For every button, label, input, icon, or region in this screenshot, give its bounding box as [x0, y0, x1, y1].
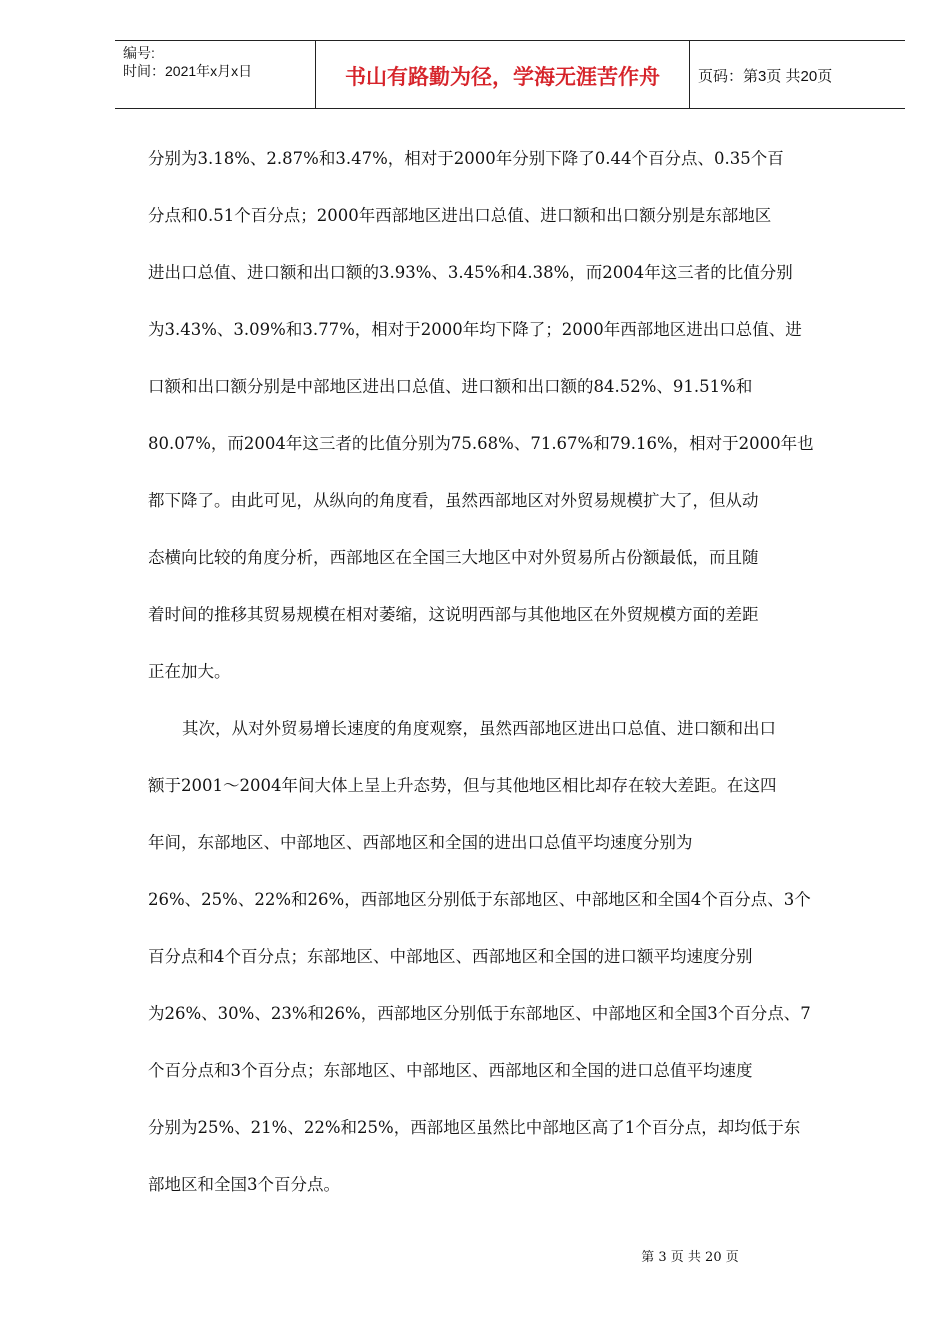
document-number-label: 编号: [123, 45, 155, 61]
body-line: 80.07%，而2004年这三者的比值分别为75.68%、71.67%和79.16%，相对于2000年也 [148, 434, 814, 453]
header-motto-cell [316, 41, 690, 108]
header-motto: 书山有路勤为径，学海无涯苦作舟 [345, 65, 660, 89]
body-line: 进出口总值、进口额和出口额的3.93%、3.45%和4.38%，而2004年这三者的比值分别 [148, 263, 793, 282]
body-line: 年间，东部地区、中部地区、西部地区和全国的进出口总值平均速度分别为 [148, 833, 693, 852]
body-line: 百分点和4个百分点；东部地区、中部地区、西部地区和全国的进口额平均速度分别 [148, 947, 753, 966]
body-line: 着时间的推移其贸易规模在相对萎缩，这说明西部与其他地区在外贸规模方面的差距 [148, 605, 759, 624]
body-line: 态横向比较的角度分析，西部地区在全国三大地区中对外贸易所占份额最低，而且随 [148, 548, 759, 567]
body-line: 其次，从对外贸易增长速度的角度观察，虽然西部地区进出口总值、进口额和出口 [182, 719, 776, 738]
body-line: 都下降了。由此可见，从纵向的角度看，虽然西部地区对外贸易规模扩大了，但从动 [148, 491, 759, 510]
body-line: 正在加大。 [148, 662, 231, 681]
body-line: 口额和出口额分别是中部地区进出口总值、进口额和出口额的84.52%、91.51%和 [148, 377, 753, 396]
body-line: 分别为25%、21%、22%和25%，西部地区虽然比中部地区高了1个百分点，却均低于东 [148, 1118, 801, 1137]
body-line: 为26%、30%、23%和26%，西部地区分别低于东部地区、中部地区和全国3个百分点、7 [148, 1004, 811, 1023]
body-line: 部地区和全国3个百分点。 [148, 1175, 340, 1194]
body-line: 26%、25%、22%和26%，西部地区分别低于东部地区、中部地区和全国4个百分点、3个 [148, 890, 811, 909]
body-line: 分点和0.51个百分点；2000年西部地区进出口总值、进口额和出口额分别是东部地区 [148, 206, 772, 225]
header-page-code: 页码：第3页 共20页 [698, 68, 833, 85]
body-line: 额于2001～2004年间大体上呈上升态势，但与其他地区相比却存在较大差距。在这四 [148, 776, 777, 795]
body-line: 为3.43%、3.09%和3.77%，相对于2000年均下降了；2000年西部地区进出口总值、进 [148, 320, 802, 339]
body-line: 分别为3.18%、2.87%和3.47%，相对于2000年分别下降了0.44个百分点、0.35个百 [148, 149, 784, 168]
document-date-label: 时间：2021年x月x日 [123, 63, 253, 79]
page-footer: 第 3 页 共 20 页 [641, 1250, 739, 1265]
document-body [148, 130, 878, 1213]
body-line: 个百分点和3个百分点；东部地区、中部地区、西部地区和全国的进口总值平均速度 [148, 1061, 753, 1080]
header-page-cell [690, 41, 905, 108]
header-left-cell [115, 41, 316, 108]
page-header [115, 40, 905, 109]
